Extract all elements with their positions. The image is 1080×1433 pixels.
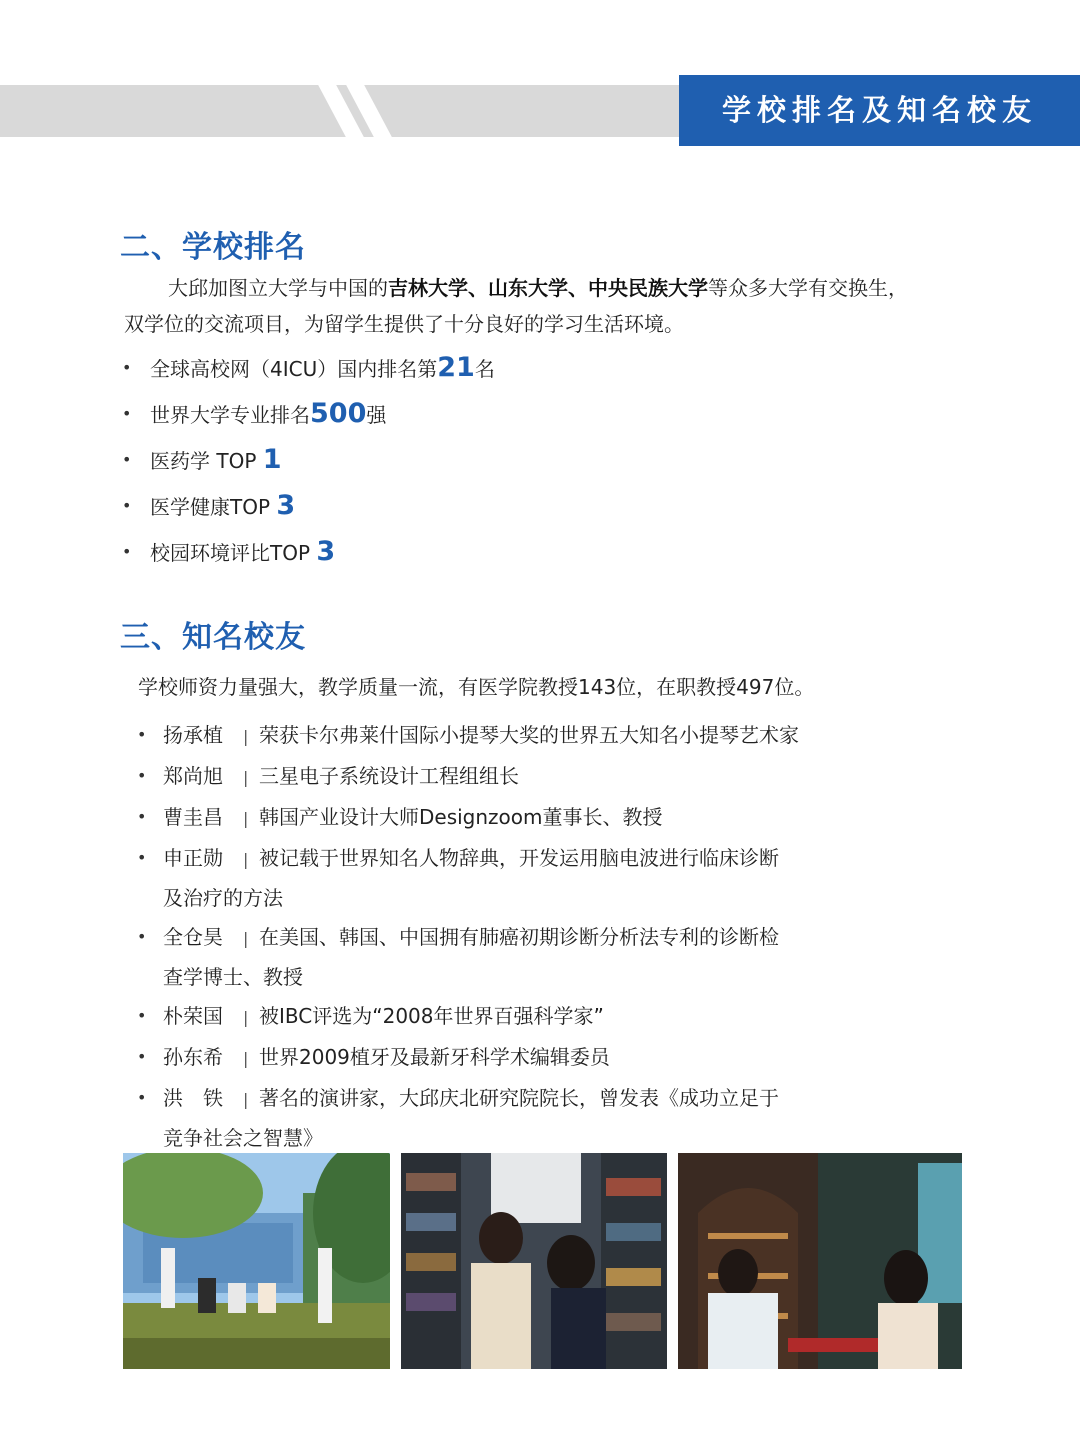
ranking-section-title: 二、学校排名 [120,230,306,265]
alumni-desc: 著名的演讲家，大邱庆北研究院院长，曾发表《成功立足于 [259,1086,779,1110]
alumni-name: 申正勋 [163,846,223,870]
ranking-item-suffix: 名 [474,357,495,381]
alumni-item [137,997,897,1037]
header-title: 学校排名及知名校友 [721,93,1037,127]
ranking-intro-part1: 大邱加图立大学与中国的 [168,276,388,300]
header-title-box [679,75,1080,146]
separator: | [243,1008,249,1027]
alumni-name: 全仓昊 [163,925,223,949]
alumni-item [137,1038,897,1078]
alumni-name: 朴荣国 [163,1004,223,1028]
separator: | [243,1049,249,1068]
ranking-item-suffix: 强 [366,403,387,427]
separator: | [243,809,249,828]
alumni-section-title: 三、知名校友 [120,620,306,655]
ranking-intro-line1 [120,270,1000,306]
ranking-item-text: 校园环境评比TOP [150,541,317,565]
alumni-desc: 荣获卡尔弗莱什国际小提琴大奖的世界五大知名小提琴艺术家 [259,723,799,747]
alumni-name: 孙东希 [163,1045,223,1069]
bullet: • [122,542,132,561]
separator: | [243,850,249,869]
ranking-item-number: 3 [276,490,296,521]
alumni-desc: 世界2009植牙及最新牙科学术编辑委员 [259,1045,610,1069]
separator: | [243,727,249,746]
alumni-item [137,1079,897,1157]
bullet: • [137,1047,147,1066]
alumni-intro: 学校师资力量强大，教学质量一流，有医学院教授143位，在职教授497位。 [138,675,815,699]
bullet: • [137,807,147,826]
ranking-item-text: 医药学 TOP [150,449,263,473]
alumni-item [137,757,897,797]
bullet: • [122,496,132,515]
alumni-name: 扬承植 [163,723,223,747]
campus-students-photo [123,1153,390,1369]
ranking-item-number: 21 [437,352,475,383]
alumni-desc-cont: 查学博士、教授 [163,965,303,989]
ranking-item-text: 全球高校网（4ICU）国内排名第 [150,357,438,381]
alumni-desc: 在美国、韩国、中国拥有肺癌初期诊断分析法专利的诊断检 [259,925,779,949]
ranking-item-number: 1 [262,444,282,475]
library-students-photo [401,1153,667,1369]
separator: | [243,929,249,948]
ranking-intro-line2: 双学位的交流项目，为留学生提供了十分良好的学习生活环境。 [124,312,684,336]
alumni-desc-cont: 及治疗的方法 [163,886,283,910]
ranking-item [122,437,922,483]
alumni-desc: 被IBC评选为“2008年世界百强科学家” [259,1004,604,1028]
bullet: • [137,1088,147,1107]
ranking-intro [120,270,1000,342]
ranking-item [122,345,922,391]
separator: | [243,1090,249,1109]
alumni-name: 洪 铁 [163,1086,223,1110]
bullet: • [137,766,147,785]
ranking-intro-part2: 等众多大学有交换生， [708,276,908,300]
separator: | [243,768,249,787]
bullet: • [137,725,147,744]
alumni-desc: 韩国产业设计大师Designzoom董事长、教授 [259,805,663,829]
bullet: • [122,358,132,377]
alumni-item [137,798,897,838]
alumni-item [137,918,897,996]
bullet: • [137,1006,147,1025]
ranking-item [122,391,922,437]
alumni-desc: 三星电子系统设计工程组组长 [259,764,519,788]
bullet: • [137,848,147,867]
ranking-list [122,345,922,575]
alumni-desc: 被记载于世界知名人物辞典，开发运用脑电波进行临床诊断 [259,846,779,870]
ranking-item-number: 3 [316,536,336,567]
lounge-students-photo [678,1153,962,1369]
alumni-name: 曹圭昌 [163,805,223,829]
ranking-item-text: 医学健康TOP [150,495,277,519]
alumni-desc-cont: 竞争社会之智慧》 [163,1126,323,1150]
ranking-intro-bold: 吉林大学、山东大学、中央民族大学 [388,276,708,300]
bullet: • [122,450,132,469]
alumni-item [137,716,897,756]
ranking-item [122,483,922,529]
ranking-item-text: 世界大学专业排名 [150,403,310,427]
alumni-item [137,839,897,917]
alumni-list [137,716,897,1158]
ranking-item [122,529,922,575]
bullet: • [137,927,147,946]
bullet: • [122,404,132,423]
alumni-name: 郑尚旭 [163,764,223,788]
ranking-item-number: 500 [310,398,367,429]
